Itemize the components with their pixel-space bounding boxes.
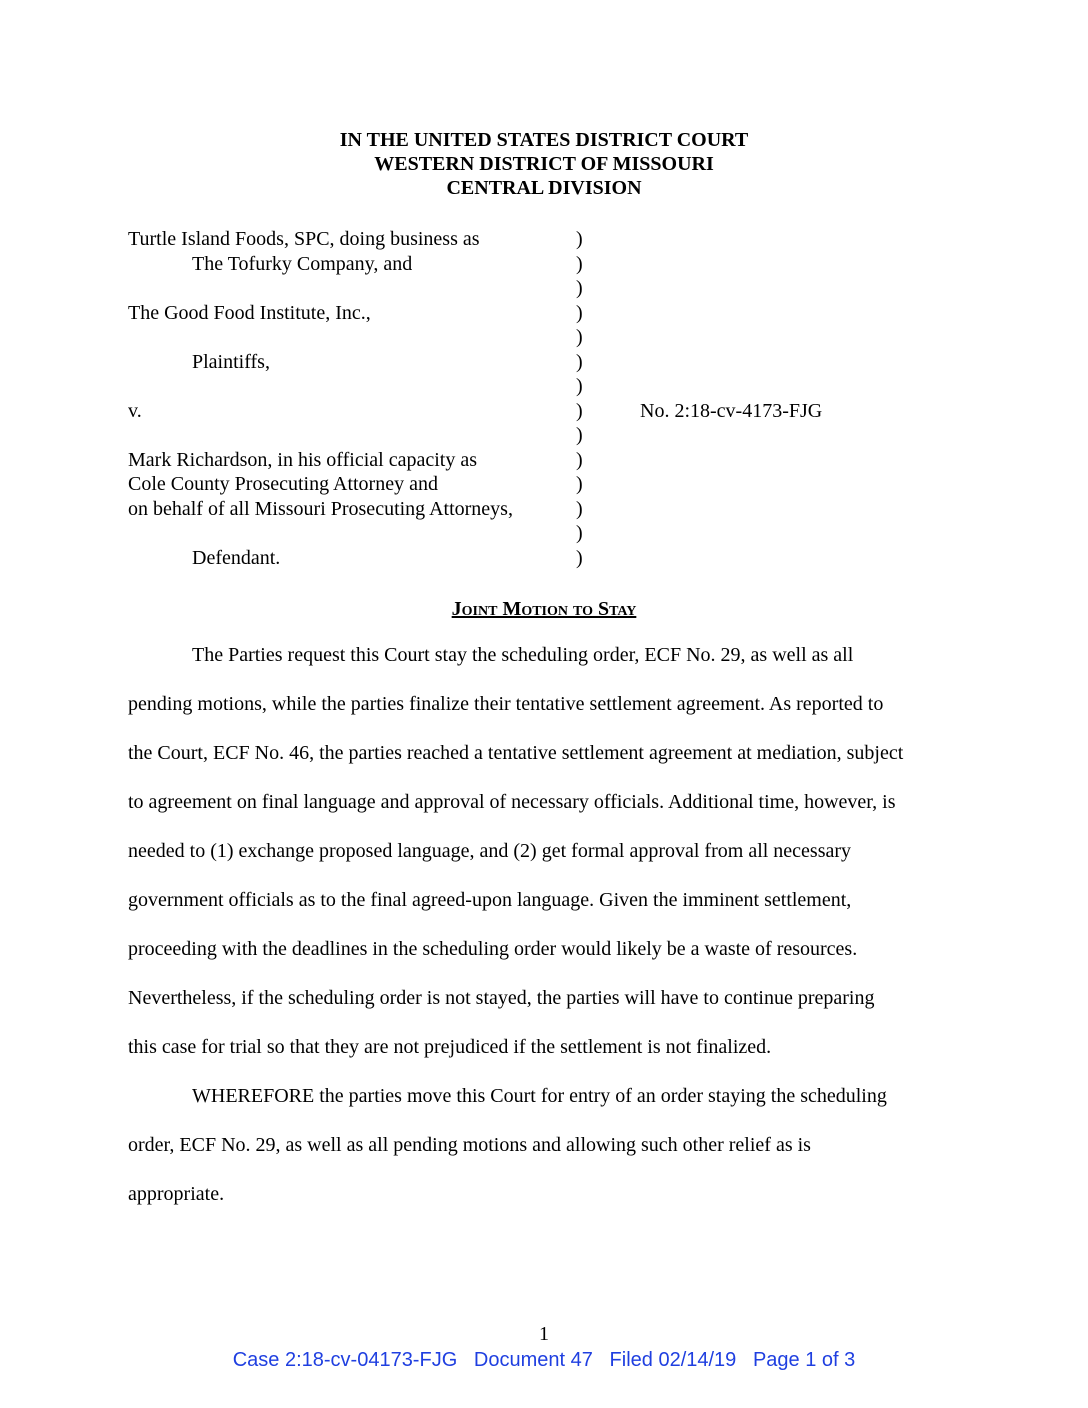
caption-paren: ) [576,522,583,544]
caption-paren: ) [576,228,583,250]
paragraph-line: Nevertheless, if the scheduling order is not stayed, the parties will have to continue preparing [128,987,875,1009]
caption-paren: ) [576,277,583,299]
paragraph-line: proceeding with the deadlines in the scheduling order would likely be a waste of resources. [128,938,858,960]
caption-row [128,399,888,424]
plaintiff-name-2: The Good Food Institute, Inc., [128,301,371,324]
paragraph-request [128,643,960,1084]
court-district: WESTERN DISTRICT OF MISSOURI [374,153,714,175]
paragraph-line: order, ECF No. 29, as well as all pending motions and allowing such other relief as is [128,1134,811,1156]
paragraph-line: the Court, ECF No. 46, the parties reached a tentative settlement agreement at mediation, subject [128,742,904,764]
defendant-label: Defendant. [192,546,281,569]
caption-paren: ) [576,252,583,275]
plaintiff-name-line2: The Tofurky Company, and [192,252,413,275]
caption-paren: ) [576,326,583,348]
plaintiff-name-line1: Turtle Island Foods, SPC, doing business as [128,228,480,250]
paragraph-line: appropriate. [128,1183,225,1205]
caption-paren: ) [576,448,583,471]
paragraph-line: government officials as to the final agreed-upon language. Given the imminent settlement, [128,889,852,911]
paragraph-line: WHEREFORE the parties move this Court for entry of an order staying the scheduling [192,1085,887,1107]
paragraph-line: to agreement on final language and approval of necessary officials. Additional time, however, is [128,791,896,813]
caption-paren: ) [576,424,583,446]
paragraph-line: The Parties request this Court stay the scheduling order, ECF No. 29, as well as all [192,644,854,666]
defendant-name-line3: on behalf of all Missouri Prosecuting Attorneys, [128,497,513,520]
court-name: IN THE UNITED STATES DISTRICT COURT [339,129,749,151]
caption-paren: ) [576,301,583,324]
defendant-name-line2: Cole County Prosecuting Attorney and [128,473,438,495]
filing-stamp: Case 2:18-cv-04173-FJG Document 47 Filed 02/14/19 Page 1 of 3 [232,1349,856,1371]
motion-title: Joint Motion to Stay [451,598,637,620]
paragraph-wherefore [128,1084,960,1231]
court-header [0,128,1088,200]
caption-row [128,374,888,399]
caption-paren: ) [576,375,583,397]
caption-row [128,252,888,277]
versus-label: v. [128,399,142,422]
plaintiffs-label: Plaintiffs, [192,350,270,373]
caption-row [128,497,888,522]
case-number: No. 2:18-cv-4173-FJG [640,399,823,422]
caption-paren: ) [576,350,583,373]
caption-row [128,546,888,571]
caption-row [128,301,888,326]
caption-row [128,521,888,546]
page-number: 1 [539,1323,549,1345]
court-division: CENTRAL DIVISION [446,177,642,199]
paragraph-line: pending motions, while the parties finalize their tentative settlement agreement. As reported to [128,693,884,715]
caption-paren: ) [576,497,583,520]
defendant-name-line1: Mark Richardson, in his official capacity as [128,448,477,471]
caption-row [128,350,888,375]
caption-row [128,448,888,473]
caption-row [128,276,888,301]
caption-row [128,325,888,350]
caption-row [128,227,888,252]
caption-row [128,423,888,448]
caption-row [128,472,888,497]
paragraph-line: this case for trial so that they are not prejudiced if the settlement is not finalized. [128,1036,772,1058]
caption-paren: ) [576,399,583,422]
caption-paren: ) [576,473,583,495]
caption-paren: ) [576,546,583,569]
paragraph-line: needed to (1) exchange proposed language, and (2) get formal approval from all necessary [128,840,852,862]
case-caption [128,227,888,570]
